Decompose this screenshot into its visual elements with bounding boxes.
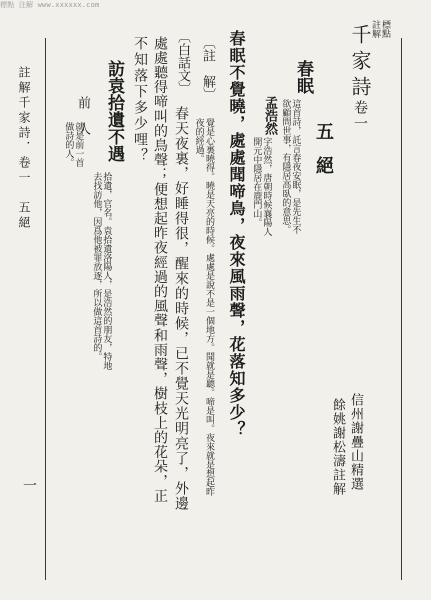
poem2-author-note-a: 就是前一首 [73, 122, 84, 167]
poem1-author-note-b: 開元中隱居在鹿門山。 [251, 137, 262, 227]
poem1-title-note-b: 欲顧問世事，有隱居高臥的意思。 [280, 99, 291, 234]
poem2-title-note-a: 拾遺，官名。袁拾遺洛陽人，是浩然的朋友，特地 [101, 172, 112, 370]
book-title: 千家詩 [348, 24, 372, 102]
section-title: 五絕 [313, 122, 334, 190]
poem1-text: 春眠不覺曉，處處聞啼鳥，夜來風雨聲，花落知多少？ [227, 30, 246, 438]
left-frame-rule [45, 38, 46, 580]
series-label-top: 標點 [380, 20, 390, 38]
baihua-line-2: 處處聽得啼叫的鳥聲；便想起昨夜經過的風聲和雨聲，樹枝上的花朵，正 [152, 36, 168, 504]
right-frame-rule [401, 38, 402, 580]
page-number: 一 [21, 478, 37, 492]
poem1-author: 孟浩然 [262, 96, 277, 135]
zhu-text: 覺是心裏曉得。曉是天亮的時候。處處是說不是一個地方。聞就是聽。啼是叫。夜來就是想起昨夜的經過。 [193, 118, 214, 496]
baihua-label: 〔白話文〕 [175, 30, 190, 95]
poem1-author-note-a: 字浩然，唐朝時候襄陽人 [261, 137, 272, 236]
volume-label: 卷一 [352, 100, 368, 132]
running-title: 註解千家詩．卷一 五絕 [17, 66, 31, 231]
watermark-stamp: 標點 注解 www.xxxxxx.com [0, 1, 100, 9]
poem1-title-note-a: 這首詩，託言春夜安眠，是先生不 [290, 99, 301, 234]
baihua-line-3: 不知落下多少哩？ [132, 36, 148, 164]
poem2-author: 前 人 [75, 96, 90, 135]
annotator-credit: 餘姚謝松濤註解 [330, 398, 345, 496]
poem1-title: 春眠 [293, 60, 313, 94]
poem2-author-note-b: 做詩的人。 [63, 122, 74, 167]
compiler-credit: 信州謝疊山精選 [348, 393, 363, 491]
series-label-bottom: 註解 [370, 20, 380, 38]
baihua-line-1: 春天夜裏，好睡得很，醒來的時候，已不覺天光明亮了，外邊 [173, 106, 189, 511]
poem2-title: 訪袁拾遺不遇 [104, 60, 124, 162]
poem2-title-note-b: 去找訪他，因爲他被罪放逐，所以做這首詩的。 [91, 172, 102, 361]
zhu-label: 〔註 解〕 [200, 36, 215, 101]
